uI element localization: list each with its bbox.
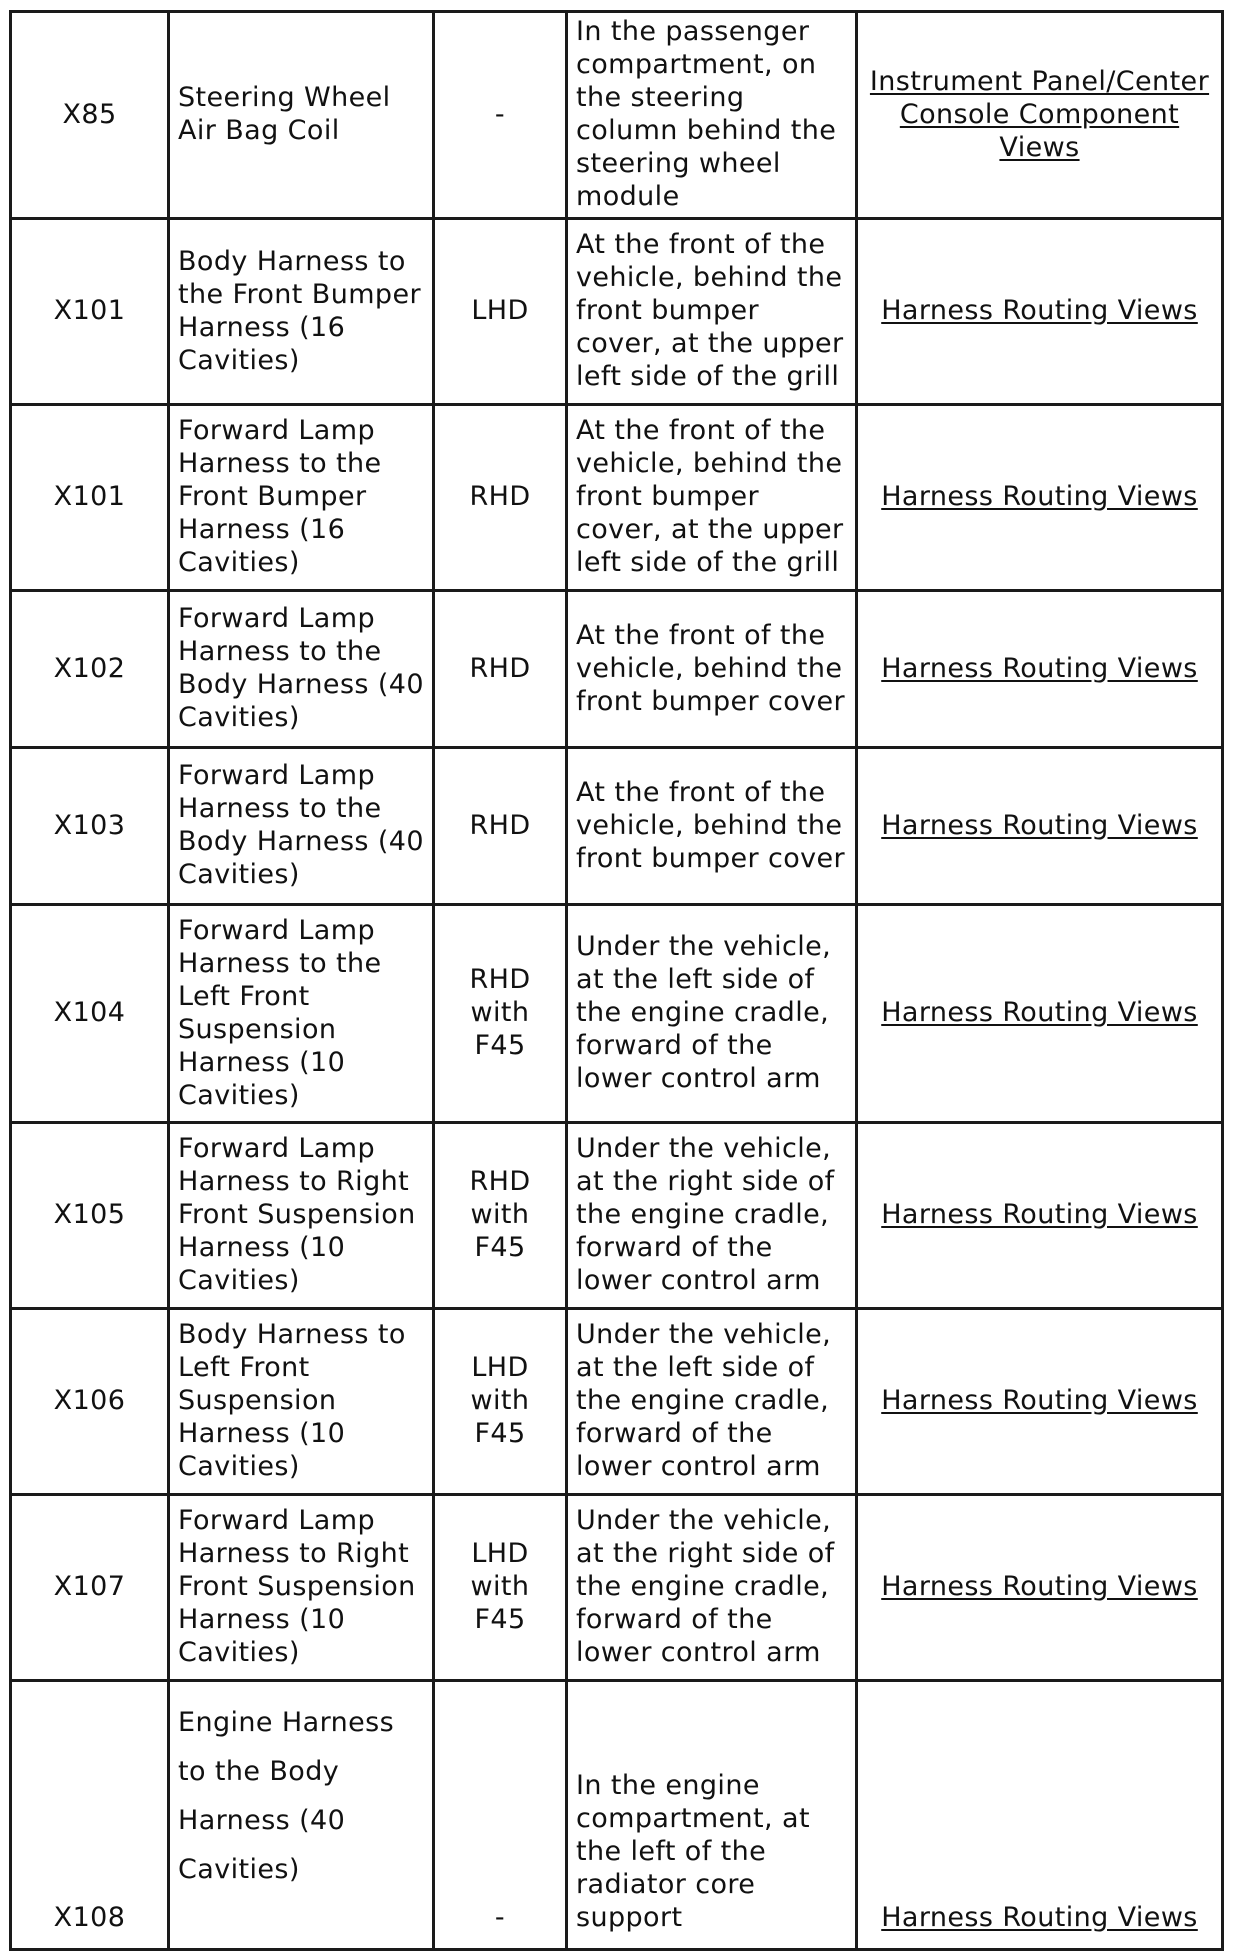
- table-row: [11, 1495, 1223, 1681]
- link-cell: [857, 405, 1223, 591]
- table-row: [11, 905, 1223, 1123]
- connector-option: LHD with F45: [434, 1495, 567, 1681]
- connector-id: X103: [11, 748, 169, 905]
- link-cell: [857, 591, 1223, 748]
- connector-id: X104: [11, 905, 169, 1123]
- connector-location: Under the vehicle, at the right side of the engine cradle, forward of the lower control arm: [567, 1495, 857, 1681]
- link-cell: [857, 12, 1223, 219]
- connector-description: Steering Wheel Air Bag Coil: [169, 12, 434, 219]
- connector-location: At the front of the vehicle, behind the front bumper cover, at the upper left side of the grill: [567, 405, 857, 591]
- harness-routing-link[interactable]: Harness Routing Views: [881, 481, 1198, 512]
- connector-location: Under the vehicle, at the left side of the engine cradle, forward of the lower control arm: [567, 1309, 857, 1495]
- table-row: [11, 1123, 1223, 1309]
- table-row: [11, 219, 1223, 405]
- link-cell: [857, 1681, 1223, 1950]
- connector-option: RHD with F45: [434, 1123, 567, 1309]
- table-row: [11, 12, 1223, 219]
- harness-routing-link[interactable]: Harness Routing Views: [881, 809, 1198, 841]
- connector-location: In the passenger compartment, on the steering column behind the steering wheel module: [567, 12, 857, 219]
- link-cell: [857, 748, 1223, 905]
- connector-id: X101: [11, 405, 169, 591]
- connector-description: Forward Lamp Harness to Right Front Suspension Harness (10 Cavities): [169, 1495, 434, 1681]
- link-cell: [857, 219, 1223, 405]
- table-row: [11, 405, 1223, 591]
- connector-option: -: [434, 12, 567, 219]
- connector-location: Under the vehicle, at the left side of the engine cradle, forward of the lower control arm: [567, 905, 857, 1123]
- link-cell: [857, 1309, 1223, 1495]
- connector-description: Body Harness to Left Front Suspension Harness (10 Cavities): [169, 1309, 434, 1495]
- connector-id: X101: [11, 219, 169, 405]
- harness-routing-link[interactable]: Harness Routing Views: [881, 997, 1198, 1028]
- harness-routing-link[interactable]: Harness Routing Views: [881, 1571, 1198, 1602]
- connector-location: At the front of the vehicle, behind the front bumper cover, at the upper left side of the grill: [567, 219, 857, 405]
- connector-id: X108: [11, 1681, 169, 1950]
- harness-routing-link[interactable]: Harness Routing Views: [881, 295, 1198, 326]
- connector-id: X102: [11, 591, 169, 748]
- link-cell: [857, 1123, 1223, 1309]
- component-views-link[interactable]: Instrument Panel/Center Console Component Views: [869, 65, 1210, 163]
- link-cell: [857, 1495, 1223, 1681]
- connector-option: RHD with F45: [434, 905, 567, 1123]
- harness-routing-link[interactable]: Harness Routing Views: [881, 1199, 1198, 1230]
- harness-routing-link[interactable]: Harness Routing Views: [881, 1385, 1198, 1416]
- connector-description: Forward Lamp Harness to the Front Bumper Harness (16 Cavities): [169, 405, 434, 591]
- connector-option: RHD: [434, 591, 567, 748]
- harness-routing-link[interactable]: Harness Routing Views: [881, 1902, 1198, 1933]
- table-row: [11, 591, 1223, 748]
- connector-id: X85: [11, 12, 169, 219]
- connector-option: -: [434, 1681, 567, 1950]
- table-row: [11, 748, 1223, 905]
- connector-id: X106: [11, 1309, 169, 1495]
- connector-location: In the engine compartment, at the left of the radiator core support: [567, 1681, 857, 1950]
- connector-description: Body Harness to the Front Bumper Harness (16 Cavities): [169, 219, 434, 405]
- connector-option: LHD: [434, 219, 567, 405]
- connector-description: Forward Lamp Harness to the Body Harness (40 Cavities): [169, 591, 434, 748]
- connector-description: Forward Lamp Harness to the Body Harness (40 Cavities): [169, 748, 434, 905]
- connector-description-text: Engine Harness to the Body Harness (40 Cavities): [178, 1707, 395, 1885]
- connector-option: LHD with F45: [434, 1309, 567, 1495]
- table-row: [11, 1681, 1223, 1950]
- table-row: [11, 1309, 1223, 1495]
- connector-location: Under the vehicle, at the right side of the engine cradle, forward of the lower control arm: [567, 1123, 857, 1309]
- connector-description: [169, 1681, 434, 1950]
- connector-location: At the front of the vehicle, behind the front bumper cover: [567, 748, 857, 905]
- connector-option: RHD: [434, 405, 567, 591]
- harness-routing-link[interactable]: Harness Routing Views: [881, 652, 1198, 684]
- connector-description: Forward Lamp Harness to Right Front Suspension Harness (10 Cavities): [169, 1123, 434, 1309]
- connector-description: Forward Lamp Harness to the Left Front Suspension Harness (10 Cavities): [169, 905, 434, 1123]
- connector-option: RHD: [434, 748, 567, 905]
- link-cell: [857, 905, 1223, 1123]
- connector-table: [9, 10, 1224, 1951]
- connector-id: X105: [11, 1123, 169, 1309]
- connector-location: At the front of the vehicle, behind the front bumper cover: [567, 591, 857, 748]
- connector-id: X107: [11, 1495, 169, 1681]
